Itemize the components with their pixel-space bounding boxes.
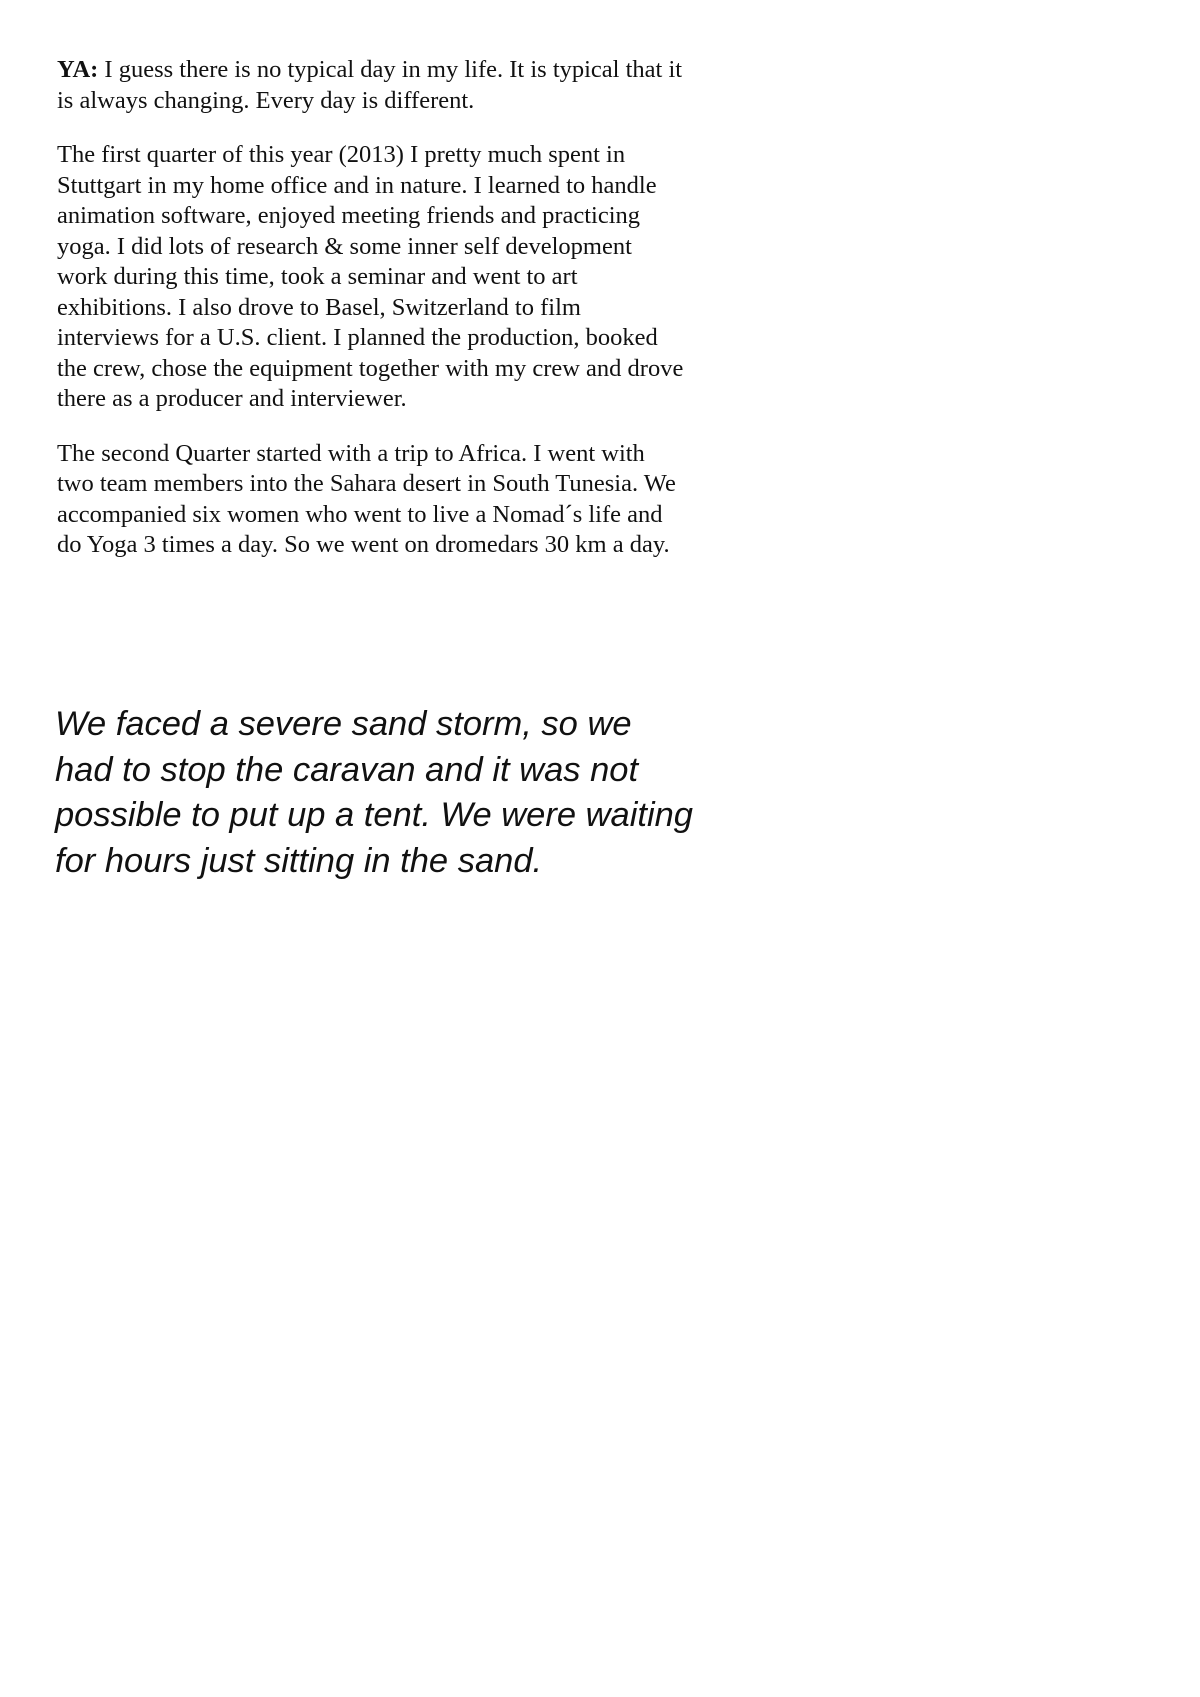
intro-paragraph [57,55,687,116]
interview-article [57,55,687,585]
pull-quote: We faced a severe sand storm, so we had to stop the caravan and it was not possible to put up a tent. We were waiting for hours just sitting in the sand. [55,705,693,880]
second-quarter-paragraph: The second Quarter started with a trip to Africa. I went with two team members into the Sahara desert in South Tunesia. We accompanied six women who went to live a Nomad´s life and do Yoga 3 times a day. So we went on dromedars 30 km a day. [57,439,676,558]
intro-text: I guess there is no typical day in my life. It is typical that it is always changing. Every day is different. [57,56,683,114]
speaker-label: YA: [57,56,99,83]
first-quarter-paragraph: The first quarter of this year (2013) I pretty much spent in Stuttgart in my home office and in nature. I learned to handle animation software, enjoyed meeting friends and practicing yoga. I did lots of research & some inner self development work during this time, took a seminar and went to art exhibitions. I also drove to Basel, Switzerland to film interviews for a U.S. client. I planned the production, booked the crew, chose the equipment together with my crew and drove there as a producer and interviewer. [57,141,684,412]
